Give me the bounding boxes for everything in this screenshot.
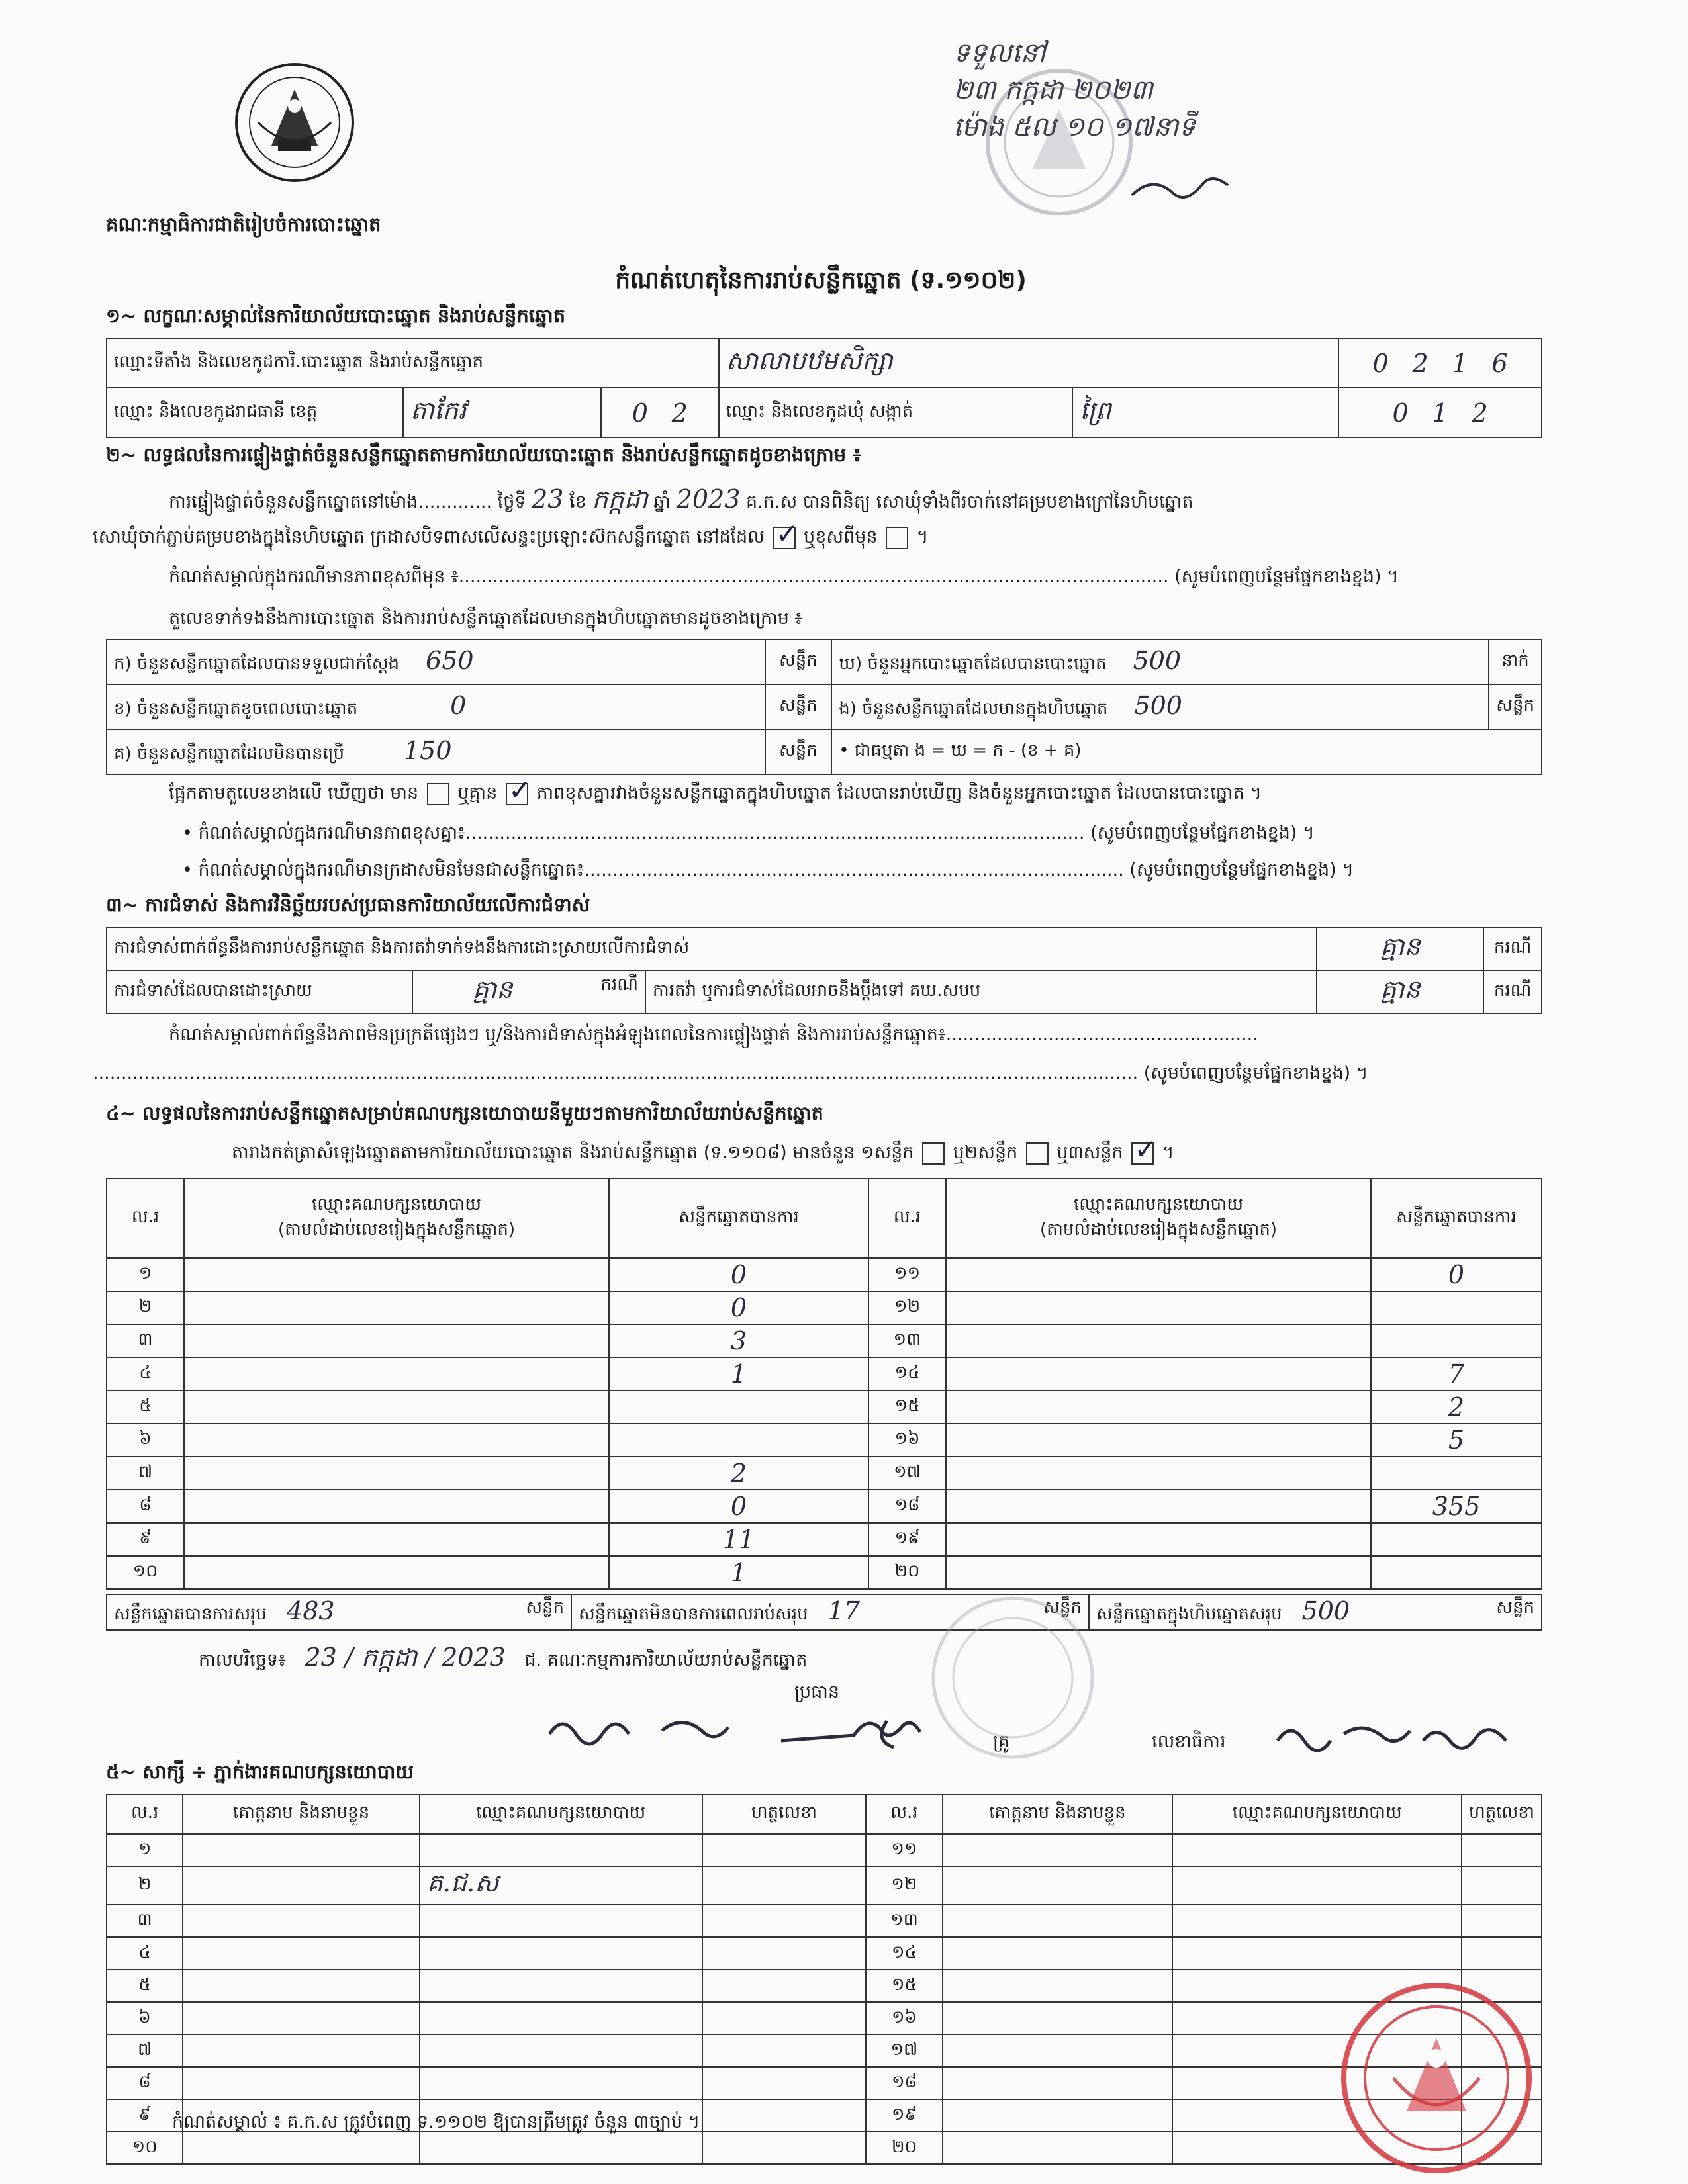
col-name: គោត្តនាម និងនាមខ្លួន — [943, 1794, 1173, 1834]
figure-value: 500 — [1134, 691, 1182, 720]
witness-party: គ.ជ.ស — [420, 1866, 702, 1905]
witness-name — [943, 2132, 1173, 2164]
receipt-note — [953, 34, 1390, 146]
sheet-count-line: តារាងកត់ត្រាសំឡេងឆ្នោតតាមការិយាល័យបោះឆ្នោត និងរាប់សន្លឹកឆ្នោត (ទ.១១០៨) មានចំនួន ១សន្លឹក ឬ២សន្លឹក ឬ៣សន្លឹក ✓ ។ — [232, 1142, 1174, 1167]
party-name-cell — [184, 1357, 609, 1390]
col-party: ឈ្មោះគណបក្សនយោបាយ — [420, 1794, 702, 1834]
row-no: ១ — [107, 1258, 184, 1291]
table-row — [107, 1390, 1542, 1424]
witness-signature — [702, 2002, 867, 2034]
vote-count: 1 — [609, 1357, 868, 1390]
row-no: ១៥ — [866, 1970, 942, 2002]
section-2-heading: ២~ លទ្ធផលនៃការផ្ទៀងផ្ទាត់ចំនួនសន្លឹកឆ្នោតតាមការិយាល័យបោះឆ្នោត និងរាប់សន្លឹកឆ្នោតដូចខាងក្រោម ៖ — [106, 443, 861, 466]
witness-party — [420, 1970, 702, 2002]
col-votes: សន្លឹកឆ្នោតបានការ — [1371, 1179, 1542, 1258]
official-seal-icon — [1337, 1979, 1536, 2177]
total-valid-unit: សន្លឹក — [526, 1598, 564, 1617]
row-no: ១ — [107, 1834, 183, 1866]
table-row — [107, 1556, 1542, 1589]
section-5-heading: ៥~ សាក្សី ÷ ភ្នាក់ងារគណបក្សនយោបាយ — [106, 1760, 414, 1783]
witness-party — [420, 1834, 702, 1866]
row-no: ៤ — [107, 1937, 183, 1970]
party-name-cell — [946, 1490, 1371, 1523]
total-box-value: 500 — [1301, 1596, 1350, 1625]
vote-count: 3 — [609, 1324, 868, 1357]
row-no: ៧ — [107, 1457, 184, 1490]
vote-count: 1 — [609, 1556, 868, 1589]
col-party-sub: (តាមលំដាប់លេខរៀងក្នុងសន្លឹកឆ្នោត) — [277, 1220, 516, 1240]
figure-label: ខ) ចំនួនសន្លឹកឆ្នោតខូចពេលបោះឆ្នោត — [114, 699, 358, 719]
witness-signature — [1462, 1905, 1542, 1937]
col-no: ល.រ — [107, 1179, 184, 1258]
row-no: ១១ — [866, 1834, 942, 1866]
appeal-value: គ្មាន — [1317, 970, 1483, 1013]
irregularity-note-2 — [93, 1062, 1368, 1088]
difference-no-text: ឬគ្មាន — [457, 783, 498, 803]
figure-label: ឃ) ចំនួនអ្នកបោះឆ្នោតដែលបានបោះឆ្នោត — [839, 654, 1107, 674]
seal-changed-text: ឬខុសពីមុន — [804, 527, 878, 547]
row-no: ២ — [107, 1291, 184, 1324]
figure-unit: សន្លឹក — [765, 639, 832, 684]
witness-signature — [702, 1834, 867, 1866]
member-label: គ្រូ — [993, 1731, 1010, 1752]
non-ballot-note-line — [182, 859, 1354, 885]
col-party — [946, 1179, 1371, 1258]
row-no: ១២ — [866, 1866, 942, 1905]
committee-label: ជ. គណៈកម្មការការិយាល័យរាប់សន្លឹកឆ្នោត — [524, 1650, 808, 1670]
appeal-label: ការតវ៉ា ឬការជំទាស់ដែលអាចនឹងប្តឹងទៅ គឃ.សបប — [645, 970, 1317, 1013]
witness-signature — [702, 2034, 867, 2067]
complaints-unit: ករណី — [1483, 927, 1542, 970]
witness-table — [106, 1794, 1542, 2165]
difference-no-checkbox[interactable] — [506, 783, 528, 805]
total-valid — [107, 1594, 571, 1630]
table-row — [107, 2067, 1542, 2099]
party-name-cell — [946, 1457, 1371, 1490]
party-name-cell — [184, 1390, 609, 1424]
row-no: ៦ — [107, 2002, 183, 2034]
witness-signature — [702, 1905, 867, 1937]
province-value: តាកែវ — [403, 388, 601, 437]
two-sheets-text: ឬ២សន្លឹក — [953, 1142, 1018, 1163]
witness-name — [943, 1866, 1173, 1905]
witness-name — [943, 2002, 1173, 2034]
party-name-cell — [184, 1258, 609, 1291]
receipt-line-2: ២៣ កក្កដា ២០២៣ — [953, 75, 1153, 105]
col-name: គោត្តនាម និងនាមខ្លួន — [183, 1794, 420, 1834]
receipt-line-3: ម៉ោង ៥ល ១០ ១៧នាទី — [953, 112, 1196, 142]
formula: • ជាធម្មតា ង = ឃ = ក - (ខ + គ) — [831, 729, 1542, 774]
irregularity-note: កំណត់សម្គាល់ពាក់ព័ន្ធនឹងភាពមិនប្រក្រតីផ្សេងៗ ឬ/និងការជំទាស់ក្នុងអំឡុងពេលនៃការផ្ទៀងផ្ទាត់ និងការរាប់សន្លឹកឆ្នោត៖....................................................... — [169, 1024, 1258, 1045]
party-name-cell — [946, 1291, 1371, 1324]
row-no: ៦ — [107, 1424, 184, 1457]
verification-year-label: ឆ្នាំ — [653, 492, 671, 512]
receipt-line-1: ទទួលនៅ — [953, 38, 1046, 68]
row-no: ៣ — [107, 1324, 184, 1357]
row-no: ១៣ — [866, 1905, 942, 1937]
party-name-cell — [946, 1424, 1371, 1457]
table-row — [107, 1357, 1542, 1390]
figure-label: គ) ចំនួនសន្លឹកឆ្នោតដែលមិនបានប្រើ — [114, 744, 344, 764]
secretary-signature-icon — [1271, 1707, 1536, 1760]
verification-day: 23 — [532, 484, 564, 514]
appeal-unit: ករណី — [1483, 970, 1542, 1013]
table-row — [107, 1834, 1542, 1866]
witness-signature — [1462, 1834, 1542, 1866]
witness-name — [183, 2034, 420, 2067]
difference-yes-checkbox[interactable] — [427, 783, 449, 805]
party-name-cell — [946, 1523, 1371, 1556]
witness-signature — [1462, 1937, 1542, 1970]
row-no: ៨ — [107, 2067, 183, 2099]
table-row — [107, 2034, 1542, 2067]
row-no: ១០ — [107, 1556, 184, 1589]
fill-note: (សូមបំពេញបន្ថែមផ្នែកខាងខ្នង) ។ — [1174, 567, 1399, 587]
party-name-cell — [184, 1291, 609, 1324]
witness-party — [420, 2034, 702, 2067]
col-party-sub: (តាមលំដាប់លេខរៀងក្នុងសន្លឹកឆ្នោត) — [1039, 1220, 1278, 1240]
emblem-icon — [232, 60, 357, 185]
commune-value: ព្រៃ — [1072, 388, 1338, 437]
figure-a — [107, 639, 765, 684]
vote-count — [1371, 1556, 1542, 1589]
witness-name — [183, 1834, 420, 1866]
witness-party — [420, 2002, 702, 2034]
witness-name — [183, 1970, 420, 2002]
party-name-cell — [184, 1556, 609, 1589]
witness-party — [1172, 1866, 1462, 1905]
witness-party — [420, 2067, 702, 2099]
one-sheet-checkbox[interactable] — [922, 1142, 945, 1165]
row-no: ៥ — [107, 1390, 184, 1424]
witness-name — [183, 2067, 420, 2099]
row-no: ១២ — [868, 1291, 946, 1324]
figure-value: 0 — [450, 691, 467, 720]
row-no: ៣ — [107, 1905, 183, 1937]
row-no: ១៤ — [868, 1357, 946, 1390]
row-no: ១១ — [868, 1258, 946, 1291]
difference-note-line — [169, 566, 1399, 592]
col-party: ឈ្មោះគណបក្សនយោបាយ — [1172, 1794, 1462, 1834]
vote-count: 0 — [609, 1291, 868, 1324]
party-name-cell — [184, 1490, 609, 1523]
row-no: ១៩ — [868, 1523, 946, 1556]
row-no: ៧ — [107, 2034, 183, 2067]
complaints-value: គ្មាន — [1317, 927, 1483, 970]
figures-intro: តួលេខទាក់ទងនឹងការបោះឆ្នោត និងការរាប់សន្លឹកឆ្នោតដែលមានក្នុងហិបឆ្នោតមានដូចខាងក្រោម ៖ — [169, 608, 803, 629]
resolved-value-cell — [412, 970, 645, 1013]
total-invalid-value: 17 — [827, 1596, 860, 1625]
row-no: ១៩ — [866, 2099, 942, 2132]
committee-stamp-icon — [914, 1588, 1112, 1767]
witness-name — [183, 1905, 420, 1937]
witness-name — [943, 2099, 1173, 2132]
commune-label: ឈ្មោះ និងលេខកូដឃុំ សង្កាត់ — [719, 388, 1072, 437]
difference-yes-text: ផ្អែកតាមតួលេខខាងលើ ឃើញថា មាន — [169, 783, 419, 803]
table-row — [107, 1866, 1542, 1905]
vote-count: 0 — [1371, 1258, 1542, 1291]
witness-party — [1172, 1834, 1462, 1866]
section-1-table — [106, 338, 1542, 438]
two-sheets-checkbox[interactable] — [1026, 1142, 1049, 1165]
station-label: ឈ្មោះទីតាំង និងលេខកូដការិ.បោះឆ្នោត និងរាប់សន្លឹកឆ្នោត — [107, 338, 719, 388]
commune-code-digit: 2 — [1472, 398, 1488, 428]
witness-signature — [702, 2099, 867, 2132]
row-no: ១៨ — [866, 2067, 942, 2099]
secretary-label: លេខាធិការ — [1152, 1731, 1226, 1752]
row-no: ៤ — [107, 1357, 184, 1390]
party-name-cell — [946, 1324, 1371, 1357]
total-valid-label: សន្លឹកឆ្នោតបានការសរុប — [114, 1604, 267, 1624]
non-ballot-note: • កំណត់សម្គាល់ក្នុងករណីមានក្រដាសមិនមែនជាសន្លឹកឆ្នោត៖............................................................................................... — [182, 860, 1124, 880]
unchanged-checkbox[interactable] — [773, 527, 796, 549]
vote-count: 2 — [609, 1457, 868, 1490]
vote-count: 7 — [1371, 1357, 1542, 1390]
vote-count — [609, 1390, 868, 1424]
party-name-cell — [946, 1556, 1371, 1589]
figure-value: 150 — [403, 736, 452, 765]
table-row — [107, 1490, 1542, 1523]
vote-count: 2 — [1371, 1390, 1542, 1424]
sheet-count-text: តារាងកត់ត្រាសំឡេងឆ្នោតតាមការិយាល័យបោះឆ្នោត និងរាប់សន្លឹកឆ្នោត (ទ.១១០៨) មានចំនួន ១សន្លឹក — [232, 1142, 914, 1163]
table-row — [107, 1291, 1542, 1324]
verification-month-label: ខែ — [569, 492, 586, 512]
figure-d — [831, 639, 1489, 684]
col-votes: សន្លឹកឆ្នោតបានការ — [609, 1179, 868, 1258]
figure-label: ង) ចំនួនសន្លឹកឆ្នោតដែលមានក្នុងហិបឆ្នោត — [839, 699, 1108, 719]
three-sheets-text: ឬ៣សន្លឹក — [1056, 1142, 1123, 1163]
row-no: ១៦ — [868, 1424, 946, 1457]
row-no: ១៦ — [866, 2002, 942, 2034]
commune-code-digit: 0 — [1392, 398, 1409, 428]
vote-count — [1371, 1291, 1542, 1324]
figure-unit: សន្លឹក — [765, 684, 832, 729]
verification-year: 2023 — [676, 484, 741, 514]
irregularity-dots: ........................................................................................................................................................................................ — [93, 1063, 1139, 1083]
vote-count: 0 — [609, 1490, 868, 1523]
seal-unchanged-text: សោឃុំចាក់ភ្ជាប់គម្របខាងក្នុងនៃហិបឆ្នោត ក្រដាសបិទពាសលើសន្ទះប្រឡោះស៊កសន្លឹកឆ្នោត នៅដដែល — [93, 527, 765, 547]
witness-party — [420, 1937, 702, 1970]
commune-code-digit: 1 — [1432, 398, 1448, 428]
witness-signature — [1462, 1866, 1542, 1905]
difference-note: កំណត់សម្គាល់ក្នុងករណីមានភាពខុសពីមុន ៖............................................................................................................................. — [169, 567, 1169, 587]
witness-name — [943, 2067, 1173, 2099]
fill-note: (សូមបំពេញបន្ថែមផ្នែកខាងខ្នង) ។ — [1129, 860, 1354, 880]
party-name-cell — [184, 1523, 609, 1556]
section-1-heading: ១~ លក្ខណៈសម្គាល់នៃការិយាល័យបោះឆ្នោត និងរាប់សន្លឹកឆ្នោត — [106, 304, 566, 327]
ballot-figures-table — [106, 639, 1542, 775]
discrepancy-note: • កំណត់សម្គាល់ក្នុងករណីមានភាពខុសគ្នា៖............................................................................................................. — [182, 823, 1085, 843]
witness-name — [183, 1937, 420, 1970]
figure-unit: សន្លឹក — [1489, 684, 1542, 729]
totals-table — [106, 1594, 1542, 1631]
row-no: ៨ — [107, 1490, 184, 1523]
row-no: ២ — [107, 1866, 183, 1905]
figure-label: ក) ចំនួនសន្លឹកឆ្នោតដែលបានទទួលជាក់ស្តែង — [114, 654, 400, 674]
section-4-heading: ៤~ លទ្ធផលនៃការរាប់សន្លឹកឆ្នោតសម្រាប់គណបក្សនយោបាយនីមួយៗតាមការិយាល័យរាប់សន្លឹកឆ្នោត — [106, 1102, 823, 1124]
party-name-cell — [946, 1390, 1371, 1424]
discrepancy-note-line — [182, 822, 1315, 848]
witness-name — [943, 1970, 1173, 2002]
date-value: 23 / កក្កដា / 2023 — [305, 1643, 506, 1672]
station-code-digit: 1 — [1452, 348, 1468, 378]
witness-signature — [702, 1866, 867, 1905]
party-name-cell — [184, 1324, 609, 1357]
witness-signature — [702, 2132, 867, 2164]
fill-note: (សូមបំពេញបន្ថែមផ្នែកខាងខ្នង) ។ — [1090, 823, 1315, 843]
complaints-table — [106, 927, 1542, 1014]
witness-party — [1172, 1937, 1462, 1970]
province-code-digit: 2 — [671, 398, 688, 428]
row-no: ១០ — [107, 2132, 183, 2164]
witness-name — [943, 1834, 1173, 1866]
witness-signature — [702, 1937, 867, 1970]
footer-note: កំណត់សម្គាល់ ៖ គ.ក.ស ត្រូវបំពេញ ទ.១១០២ ឱ្យបានត្រឹមត្រូវ ចំនួន ៣ច្បាប់ ។ — [172, 2112, 700, 2132]
table-row — [107, 1905, 1542, 1937]
total-box — [1089, 1594, 1542, 1630]
row-no: ១៥ — [868, 1390, 946, 1424]
col-no: ល.រ — [107, 1794, 183, 1834]
vote-count: 5 — [1371, 1424, 1542, 1457]
party-name-cell — [946, 1258, 1371, 1291]
witness-name — [943, 1905, 1173, 1937]
section-3-heading: ៣~ ការជំទាស់ និងការវិនិច្ឆ័យរបស់ប្រធានការិយាល័យលើការជំទាស់ — [106, 893, 590, 916]
witness-party — [1172, 1905, 1462, 1937]
table-row — [107, 1324, 1542, 1357]
station-code-digit: 0 — [1372, 348, 1389, 378]
witness-name — [183, 2002, 420, 2034]
witness-signature — [702, 1970, 867, 2002]
figure-value: 500 — [1133, 646, 1182, 675]
vote-count — [609, 1424, 868, 1457]
party-name-cell — [946, 1357, 1371, 1390]
station-code — [1338, 338, 1542, 388]
total-invalid-unit: សន្លឹក — [1043, 1598, 1082, 1617]
table-row — [107, 1424, 1542, 1457]
vote-count: 0 — [609, 1258, 868, 1291]
witness-name — [943, 1937, 1173, 1970]
form-title: កំណត់ហេតុនៃការរាប់សន្លឹកឆ្នោត (ទ.១១០២) — [615, 267, 1027, 294]
party-name-cell — [184, 1457, 609, 1490]
difference-statement: ភាពខុសគ្នារវាងចំនួនសន្លឹកឆ្នោតក្នុងហិបឆ្នោត ដែលបានរាប់ឃើញ និងចំនួនអ្នកបោះឆ្នោត ដែលបានបោះឆ្នោត ។ — [536, 783, 1262, 803]
province-code — [601, 388, 719, 437]
verification-seal-text: គ.ក.ស បានពិនិត្យ សោឃុំទាំងពីរចាក់នៅគម្របខាងក្រៅនៃហិបឆ្នោត — [746, 492, 1194, 512]
date-label: កាលបរិច្ឆេទ៖ — [199, 1650, 286, 1670]
table-row — [107, 1970, 1542, 2002]
verification-line-1 — [169, 483, 1194, 520]
verification-month: កក្កដា — [592, 484, 648, 514]
station-value: សាលាបឋមសិក្សា — [719, 338, 1339, 388]
chair-label: ប្រធាន — [794, 1682, 840, 1702]
difference-check-line — [169, 782, 1262, 808]
total-valid-value: 483 — [287, 1596, 335, 1625]
fill-note: (សូមបំពេញបន្ថែមផ្នែកខាងខ្នង) ។ — [1143, 1063, 1368, 1083]
three-sheets-checkbox[interactable] — [1131, 1142, 1154, 1165]
vote-count — [1371, 1324, 1542, 1357]
party-results-table — [106, 1178, 1542, 1590]
col-party-title: ឈ្មោះគណបក្សនយោបាយ — [312, 1195, 481, 1214]
col-no: ល.រ — [866, 1794, 942, 1834]
commune-code — [1338, 388, 1542, 437]
figure-b — [107, 684, 765, 729]
row-no: ១៣ — [868, 1324, 946, 1357]
col-no: ល.រ — [868, 1179, 946, 1258]
col-sign: ហត្ថលេខា — [1462, 1794, 1542, 1834]
province-label: ឈ្មោះ និងលេខកូដរាជធានី ខេត្ត — [107, 388, 403, 437]
table-row — [107, 1258, 1542, 1291]
resolved-value: គ្មាន — [473, 974, 513, 1004]
party-name-cell — [184, 1424, 609, 1457]
row-no: ៥ — [107, 1970, 183, 2002]
row-no: ៩ — [107, 1523, 184, 1556]
witness-signature — [702, 2067, 867, 2099]
total-box-label: សន្លឹកឆ្នោតក្នុងហិបឆ្នោតសរុប — [1096, 1604, 1282, 1624]
witness-name — [943, 2034, 1173, 2067]
witness-name — [183, 1866, 420, 1905]
station-code-digit: 6 — [1491, 348, 1508, 378]
col-party — [184, 1179, 609, 1258]
total-box-unit: សន្លឹក — [1496, 1598, 1534, 1617]
row-no: ៩ — [107, 2099, 183, 2132]
organization-name: គណៈកម្មាធិការជាតិរៀបចំការបោះឆ្នោត — [106, 213, 381, 236]
province-code-digit: 0 — [632, 398, 648, 428]
resolved-label-text: ការជំទាស់ដែលបានដោះស្រាយ — [114, 980, 312, 1001]
col-sign: ហត្ថលេខា — [702, 1794, 867, 1834]
table-row — [107, 1523, 1542, 1556]
verification-time-text: ការផ្ទៀងផ្ទាត់ចំនួនសន្លឹកឆ្នោតនៅម៉ោង............. ថ្ងៃទី — [169, 492, 526, 512]
vote-count: 11 — [609, 1523, 868, 1556]
resolved-label — [107, 970, 412, 1013]
row-no: ១៧ — [866, 2034, 942, 2067]
figure-e — [831, 684, 1489, 729]
vote-count — [1371, 1523, 1542, 1556]
figure-value: 650 — [426, 646, 474, 675]
resolved-unit: ករណី — [600, 974, 638, 995]
table-row — [107, 1457, 1542, 1490]
vote-count — [1371, 1457, 1542, 1490]
station-code-digit: 2 — [1412, 348, 1429, 378]
figure-unit: សន្លឹក — [765, 729, 832, 774]
row-no: ២០ — [866, 2132, 942, 2164]
figure-unit: នាក់ — [1489, 639, 1542, 684]
total-invalid-label: សន្លឹកឆ្នោតមិនបានការពេលរាប់សរុប — [579, 1604, 808, 1624]
date-line — [199, 1641, 807, 1678]
table-row — [107, 2002, 1542, 2034]
witness-party — [420, 1905, 702, 1937]
row-no: ១៧ — [868, 1457, 946, 1490]
vote-count: 355 — [1371, 1490, 1542, 1523]
row-no: ២០ — [868, 1556, 946, 1589]
row-no: ១៨ — [868, 1490, 946, 1523]
col-party-title: ឈ្មោះគណបក្សនយោបាយ — [1074, 1195, 1243, 1214]
changed-checkbox[interactable] — [886, 527, 908, 549]
table-row — [107, 1937, 1542, 1970]
complaints-label: ការជំទាស់ពាក់ព័ន្ធនឹងការរាប់សន្លឹកឆ្នោត និងការតវ៉ាទាក់ទងនឹងការដោះស្រាយលើការជំទាស់ — [107, 927, 1317, 970]
figure-c — [107, 729, 765, 774]
verification-line-2: សោឃុំចាក់ភ្ជាប់គម្របខាងក្នុងនៃហិបឆ្នោត ក្រដាសបិទពាសលើសន្ទះប្រឡោះស៊កសន្លឹកឆ្នោត នៅដដែល ✓ ឬខុសពីមុន ។ — [93, 526, 928, 552]
row-no: ១៤ — [866, 1937, 942, 1970]
